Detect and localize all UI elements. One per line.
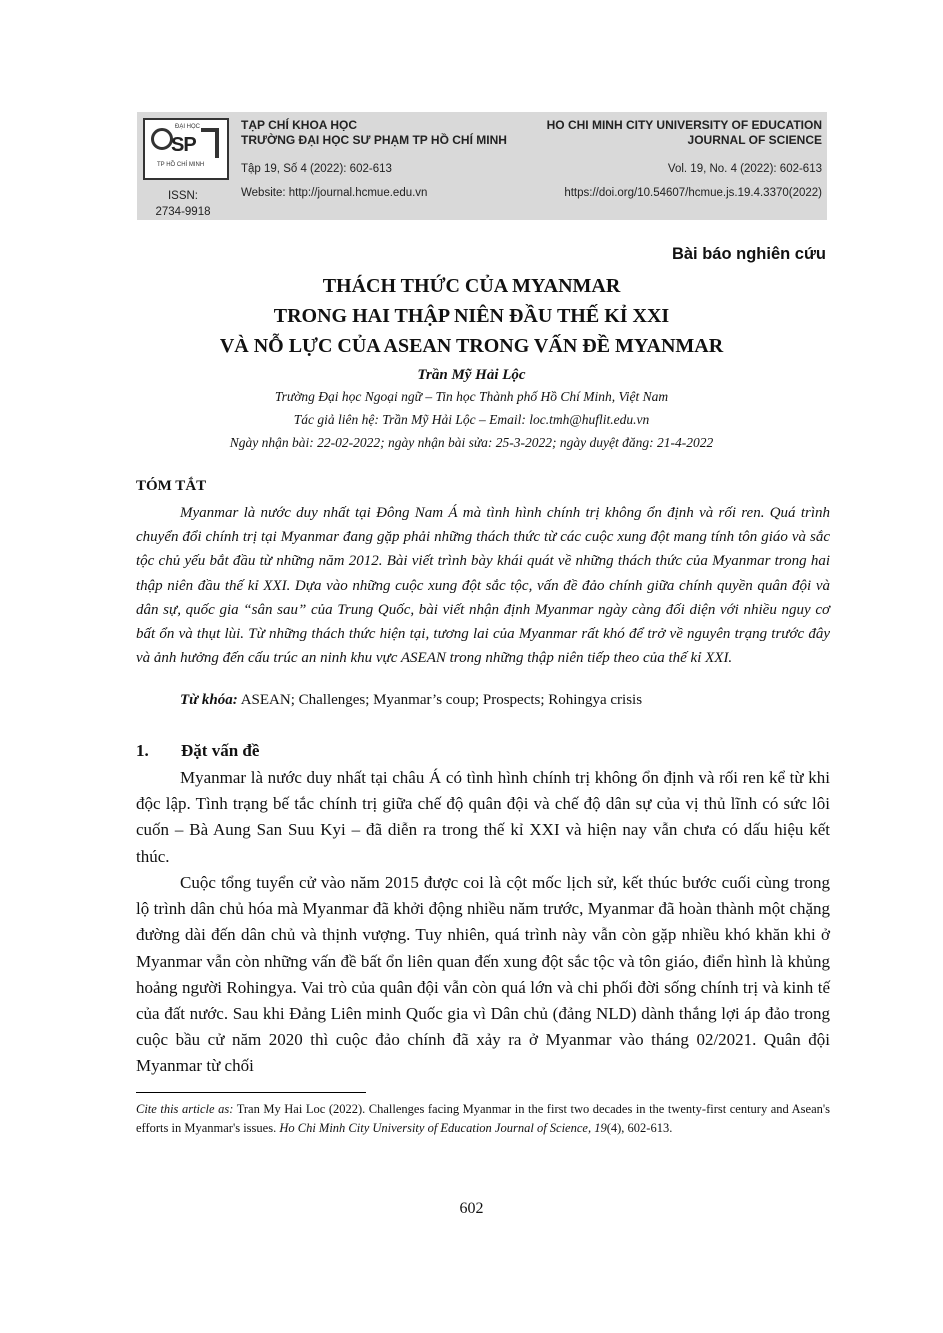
abstract-text: Myanmar là nước duy nhất tại Đông Nam Á mà tình hình chính trị không ổn định và rối ren. Quá trình chuyển đổi chính trị tại Myanmar đang gặp phải những thách thức từ các cuộc xung đột mang tính tôn giáo và sắc tộc chủ yếu bắt đầu từ những năm 2012. Bài viết trình bày khái quát về những thách thức của Myanmar trong hai thập niên đầu thế kỉ XXI. Dựa vào những cuộc xung đột sắc tộc, vấn đề đảo chính giữa chính quyền quân đội và dân sự, quốc gia “sân sau” của Trung Quốc, bài viết nhận định Myanmar ngày càng đối diện với nhiều nguy cơ bất ổn và thụt lùi. Từ những thách thức hiện tại, tương lai của Myanmar rất khó để trở về nguyên trạng trước đây và ảnh hưởng đến cấu trúc an ninh khu vực ASEAN trong những thập niên tiếp theo của thế kỉ XXI. <box>136 505 830 667</box>
section-title: Đặt vấn đề <box>181 741 260 760</box>
keywords-values: ASEAN; Challenges; Myanmar’s coup; Prospects; Rohingya crisis <box>240 692 643 708</box>
footnote-divider <box>136 1092 366 1093</box>
abstract-heading: TÓM TẮT <box>136 478 207 494</box>
journal-title-en <box>547 118 822 148</box>
title-line: THÁCH THỨC CỦA MYANMAR <box>322 275 621 297</box>
issn-label: ISSN: <box>167 190 199 202</box>
title-line: VÀ NỖ LỰC CỦA ASEAN TRONG VẤN ĐỀ MYANMAR <box>219 335 724 357</box>
volume-en: Vol. 19, No. 4 (2022): 602-613 <box>667 163 822 175</box>
journal-title-vi-line1: TẠP CHÍ KHOA HỌC <box>241 118 358 132</box>
title-line: TRONG HAI THẬP NIÊN ĐẦU THẾ KỈ XXI <box>273 305 670 327</box>
logo-hook-icon <box>201 128 219 158</box>
article-type: Bài báo nghiên cứu <box>671 245 826 263</box>
author-name: Trần Mỹ Hải Lộc <box>417 367 526 383</box>
corresponding-author: Tác giả liên hệ: Trần Mỹ Hải Lộc – Email: loc.tmh@huflit.edu.vn <box>293 412 650 427</box>
body-paragraph: Cuộc tổng tuyển cử vào năm 2015 được coi là cột mốc lịch sử, kết thúc bước cuối cùng trong lộ trình dân chủ hóa mà Myanmar đã khởi động nhiều năm trước, Myanmar đã hoàn thành một chặng đường dài đến dân chủ và thịnh vượng. Tuy nhiên, quá trình này vẫn còn gặp nhiều khó khăn khi ở Myanmar vẫn còn những vấn đề bất ổn liên quan đến xung đột sắc tộc và tôn giáo, điển hình là khủng hoảng người Rohingya. Vai trò của quân đội vẫn còn quá lớn và chi phối đời sống chính trị và kinh tế của đất nước. Sau khi Đảng Liên minh Quốc gia vì Dân chủ (đảng NLD) dành thắng lợi áp đảo trong cuộc bầu cử năm 2020 thì cuộc đảo chính đã xảy ra ở Myanmar vào tháng 02/2021. Quân đội Myanmar từ chối <box>136 873 830 1076</box>
citation-volume: 19 <box>594 1120 607 1135</box>
logo-ring-icon <box>151 128 173 150</box>
journal-website-link[interactable]: Website: http://journal.hcmue.edu.vn <box>241 187 428 199</box>
body-paragraph: Myanmar là nước duy nhất tại châu Á có tình hình chính trị không ổn định và rối ren kể từ khi độc lập. Tình trạng bế tắc chính trị giữa chế độ quân đội và chế độ dân sự của vị thủ lĩnh có sức lôi cuốn – Bà Aung San Suu Kyi – đã diễn ra trong thế kỉ XXI và hiện nay vẫn chưa có dấu hiệu kết thúc. <box>136 768 830 866</box>
article-title <box>0 271 943 361</box>
section-number: 1. <box>136 741 149 760</box>
journal-title-vi-line2: TRƯỜNG ĐẠI HỌC SƯ PHẠM TP HỒ CHÍ MINH <box>241 133 507 147</box>
issn-value: 2734-9918 <box>155 206 211 218</box>
citation-journal: Ho Chi Minh City University of Education Journal of Science, <box>279 1120 592 1135</box>
submission-dates: Ngày nhận bài: 22-02-2022; ngày nhận bài sửa: 25-3-2022; ngày duyệt đăng: 21-4-2022 <box>229 435 714 450</box>
journal-title-en-line2: JOURNAL OF SCIENCE <box>687 133 822 147</box>
citation-label: Cite this article as: <box>136 1102 234 1116</box>
volume-vi: Tập 19, Số 4 (2022): 602-613 <box>241 163 392 175</box>
issn <box>145 188 221 220</box>
page-number: 602 <box>459 1200 484 1217</box>
citation-text: Tran My Hai Loc (2022). Challenges facing Myanmar in the first two decades in the twenty-first century and Asean's efforts in Myanmar's issues. <box>136 1102 830 1135</box>
university-logo <box>143 118 229 180</box>
doi-link[interactable]: https://doi.org/10.54607/hcmue.js.19.4.3370(2022) <box>564 187 822 199</box>
journal-title-vi <box>241 118 507 148</box>
logo-top-text: ĐẠI HỌC <box>175 124 201 130</box>
logo-sp-text: SP <box>171 134 196 156</box>
journal-title-en-line1: HO CHI MINH CITY UNIVERSITY OF EDUCATION <box>546 118 822 132</box>
affiliation: Trường Đại học Ngoại ngữ – Tin học Thành phố Hồ Chí Minh, Việt Nam <box>274 389 669 404</box>
citation-issue-pages: (4), 602-613. <box>606 1120 673 1135</box>
citation-note <box>136 1100 830 1137</box>
logo-city-text: TP HỒ CHÍ MINH <box>157 162 205 168</box>
keywords-label: Từ khóa: <box>180 692 238 708</box>
keywords <box>180 692 642 709</box>
